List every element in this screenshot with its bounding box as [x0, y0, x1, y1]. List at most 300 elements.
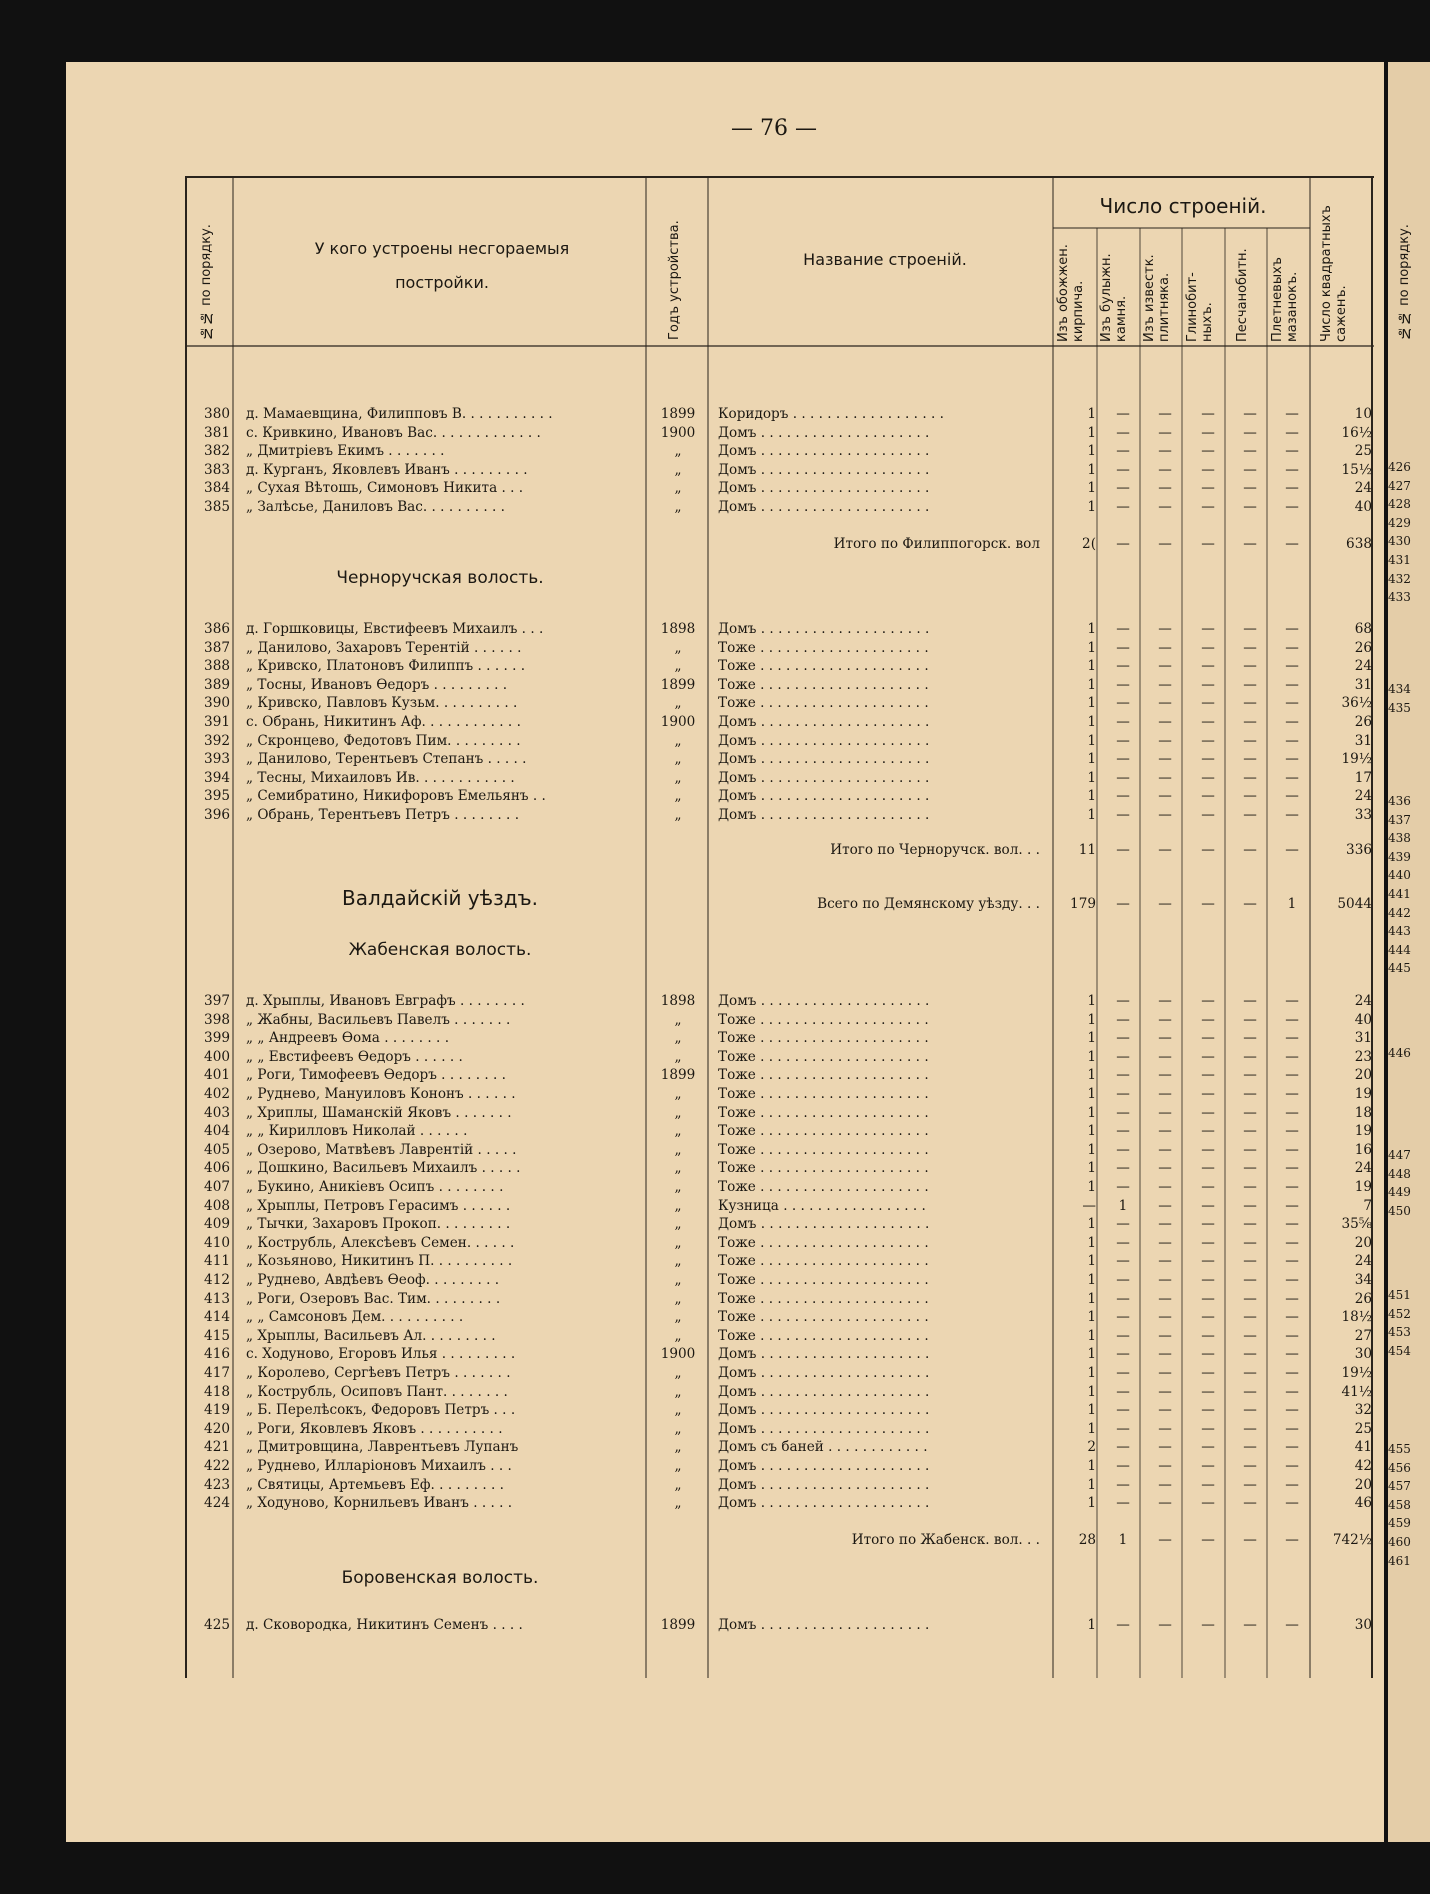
cell-count-stone: — — [1116, 1234, 1130, 1251]
cell-count-clay: — — [1201, 993, 1215, 1009]
cell-count-limestone: — — [1158, 424, 1172, 441]
cell-count-stone: — — [1116, 480, 1130, 497]
cell-count-stone: — — [1116, 1495, 1130, 1512]
cell-building-name: Домъ . . . . . . . . . . . . . . . . . . . . — [718, 807, 930, 823]
cell-count-sand: — — [1243, 1067, 1257, 1084]
cell-count-wattle: — — [1285, 769, 1299, 786]
cell-count-brick: 1 — [1087, 480, 1096, 497]
total-count-clay: — — [1201, 1532, 1215, 1548]
cell-square-sazhen: 40 — [1354, 1011, 1372, 1028]
header-col-s6: Плетневыхъ мазанокъ. — [1270, 257, 1300, 342]
cell-square-sazhen: 19½ — [1341, 1365, 1372, 1381]
cell-building-name: Домъ съ баней . . . . . . . . . . . . — [718, 1439, 928, 1456]
cell-count-sand: — — [1243, 1086, 1257, 1102]
cell-row-number: 394 — [204, 769, 230, 786]
cell-count-brick: 1 — [1087, 807, 1096, 823]
cell-year: „ — [674, 1234, 682, 1251]
cell-count-sand: — — [1243, 621, 1257, 637]
cell-square-sazhen: 20 — [1354, 1067, 1372, 1084]
cell-year: „ — [674, 480, 682, 497]
cell-square-sazhen: 36½ — [1341, 695, 1372, 712]
cell-count-stone: — — [1116, 732, 1130, 749]
next-page-row-number: 435 — [1388, 700, 1411, 715]
cell-count-clay: — — [1201, 499, 1215, 515]
next-page-row-number: 443 — [1388, 924, 1411, 939]
next-page-row-number: 449 — [1388, 1185, 1411, 1200]
cell-count-limestone: — — [1158, 714, 1172, 730]
cell-square-sazhen: 26 — [1354, 714, 1372, 730]
total-square-sazhen: 5044 — [1337, 896, 1372, 912]
cell-year: „ — [674, 1327, 682, 1344]
cell-count-sand: — — [1243, 993, 1257, 1009]
cell-count-brick: 1 — [1087, 499, 1096, 515]
cell-count-stone: — — [1116, 807, 1130, 823]
cell-building-name: Домъ . . . . . . . . . . . . . . . . . . . . — [718, 443, 930, 460]
total-count-brick: 2( — [1082, 536, 1096, 552]
cell-building-name: Тоже . . . . . . . . . . . . . . . . . . . . — [718, 1086, 929, 1102]
cell-count-limestone: — — [1158, 1458, 1172, 1474]
cell-row-number: 392 — [204, 732, 230, 749]
cell-count-limestone: — — [1158, 751, 1172, 768]
cell-count-stone: — — [1116, 1048, 1130, 1065]
cell-square-sazhen: 68 — [1354, 621, 1372, 637]
cell-count-clay: — — [1201, 1011, 1215, 1028]
section-valdai-uezd: Валдайскій уѣздъ. — [341, 886, 539, 910]
cell-building-name: Тоже . . . . . . . . . . . . . . . . . . . . — [718, 676, 929, 693]
cell-count-stone: — — [1116, 676, 1130, 693]
cell-count-clay: — — [1201, 1030, 1215, 1047]
cell-count-sand: — — [1243, 1495, 1257, 1512]
cell-count-brick: 1 — [1087, 1179, 1096, 1195]
header-col-s1: Изъ обожжен. кирпича. — [1056, 244, 1086, 342]
cell-row-number: 386 — [204, 621, 230, 637]
cell-square-sazhen: 31 — [1354, 676, 1372, 693]
cell-count-wattle: — — [1285, 1309, 1299, 1326]
cell-building-name: Коридоръ . . . . . . . . . . . . . . . . . . — [718, 406, 944, 422]
cell-building-name: Домъ . . . . . . . . . . . . . . . . . . . . — [718, 1495, 930, 1512]
cell-building-name: Тоже . . . . . . . . . . . . . . . . . . . . — [718, 1104, 929, 1121]
cell-count-brick: 1 — [1087, 1141, 1096, 1158]
cell-count-brick: 1 — [1087, 1160, 1096, 1177]
cell-count-clay: — — [1201, 1290, 1215, 1307]
cell-building-name: Домъ . . . . . . . . . . . . . . . . . . . . — [718, 424, 930, 441]
cell-count-stone: — — [1116, 1011, 1130, 1028]
cell-owner: „ Семибратино, Никифоровъ Емельянъ . . — [246, 788, 546, 805]
cell-count-stone: — — [1116, 461, 1130, 478]
cell-count-brick: — — [1082, 1197, 1096, 1214]
cell-count-wattle: — — [1285, 1067, 1299, 1084]
cell-year: „ — [674, 1011, 682, 1028]
cell-building-name: Кузница . . . . . . . . . . . . . . . . . — [718, 1197, 926, 1214]
cell-count-wattle: — — [1285, 1234, 1299, 1251]
cell-count-brick: 1 — [1087, 1030, 1096, 1047]
cell-count-brick: 1 — [1087, 1495, 1096, 1512]
cell-year: „ — [674, 461, 682, 478]
cell-count-stone: — — [1116, 714, 1130, 730]
cell-year: „ — [674, 1216, 682, 1233]
cell-count-wattle: — — [1285, 1104, 1299, 1121]
cell-count-brick: 1 — [1087, 1104, 1096, 1121]
cell-count-sand: — — [1243, 1327, 1257, 1344]
total-count-sand: — — [1243, 896, 1257, 912]
cell-row-number: 422 — [204, 1458, 230, 1474]
cell-count-wattle: — — [1285, 1048, 1299, 1065]
cell-owner: „ Б. Перелѣсокъ, Федоровъ Петръ . . . — [246, 1402, 516, 1419]
cell-count-brick: 1 — [1087, 406, 1096, 422]
cell-year: „ — [674, 769, 682, 786]
cell-count-sand: — — [1243, 1030, 1257, 1047]
cell-count-wattle: — — [1285, 1617, 1299, 1633]
total-square-sazhen: 336 — [1346, 842, 1372, 858]
cell-building-name: Домъ . . . . . . . . . . . . . . . . . . . . — [718, 480, 930, 497]
cell-row-number: 398 — [204, 1011, 230, 1028]
header-group-title: Число строеній. — [1099, 194, 1267, 218]
cell-count-brick: 1 — [1087, 1327, 1096, 1344]
cell-owner: „ Кривско, Платоновъ Филиппъ . . . . . . — [246, 658, 526, 675]
cell-square-sazhen: 35⅝ — [1341, 1216, 1372, 1233]
cell-square-sazhen: 32 — [1354, 1402, 1372, 1419]
cell-row-number: 395 — [204, 788, 230, 805]
cell-count-clay: — — [1201, 1179, 1215, 1195]
cell-row-number: 411 — [204, 1253, 230, 1270]
cell-row-number: 425 — [204, 1617, 230, 1633]
cell-building-name: Домъ . . . . . . . . . . . . . . . . . . . . — [718, 751, 930, 768]
cell-count-stone: — — [1116, 1402, 1130, 1419]
cell-count-sand: — — [1243, 1346, 1257, 1363]
cell-count-wattle: — — [1285, 1290, 1299, 1307]
cell-building-name: Тоже . . . . . . . . . . . . . . . . . . . . — [718, 1048, 929, 1065]
cell-square-sazhen: 24 — [1354, 788, 1372, 805]
cell-count-clay: — — [1201, 1160, 1215, 1177]
cell-building-name: Тоже . . . . . . . . . . . . . . . . . . . . — [718, 1309, 929, 1326]
cell-count-stone: — — [1116, 1309, 1130, 1326]
cell-count-stone: — — [1116, 993, 1130, 1009]
cell-square-sazhen: 24 — [1354, 658, 1372, 675]
page-number: — 76 — — [731, 116, 817, 141]
cell-count-limestone: — — [1158, 1420, 1172, 1437]
cell-owner: „ Хриплы, Шаманскій Яковъ . . . . . . . — [246, 1104, 512, 1121]
cell-building-name: Домъ . . . . . . . . . . . . . . . . . . . . — [718, 714, 930, 730]
next-page-row-number: 428 — [1388, 497, 1411, 512]
cell-building-name: Домъ . . . . . . . . . . . . . . . . . . . . — [718, 1365, 930, 1381]
cell-square-sazhen: 17 — [1354, 769, 1372, 786]
header-col-who: У кого устроены несгораемыя постройки. — [314, 239, 570, 292]
cell-count-brick: 1 — [1087, 993, 1096, 1009]
total-total-label: Итого по Филиппогорск. вол — [833, 536, 1040, 552]
cell-count-wattle: — — [1285, 1439, 1299, 1456]
cell-building-name: Тоже . . . . . . . . . . . . . . . . . . . . — [718, 1160, 929, 1177]
cell-count-brick: 1 — [1087, 1309, 1096, 1326]
cell-owner: „ Дмитровщина, Лаврентьевъ Лупанъ — [246, 1439, 519, 1456]
total-count-stone: — — [1116, 536, 1130, 552]
cell-count-clay: — — [1201, 676, 1215, 693]
cell-year: „ — [674, 1104, 682, 1121]
cell-count-brick: 1 — [1087, 1290, 1096, 1307]
cell-count-limestone: — — [1158, 769, 1172, 786]
total-total-label: Всего по Демянскому уѣзду. . . — [817, 896, 1040, 912]
next-page-row-number: 460 — [1388, 1535, 1411, 1549]
next-page-row-number: 444 — [1388, 942, 1411, 957]
cell-count-sand: — — [1243, 1253, 1257, 1270]
cell-count-clay: — — [1201, 461, 1215, 478]
cell-building-name: Домъ . . . . . . . . . . . . . . . . . . . . — [718, 1476, 930, 1493]
cell-count-stone: — — [1116, 621, 1130, 637]
cell-square-sazhen: 42 — [1354, 1458, 1372, 1474]
cell-owner: „ Королево, Сергѣевъ Петръ . . . . . . . — [246, 1365, 511, 1381]
next-page-row-number: 457 — [1388, 1479, 1411, 1494]
cell-row-number: 389 — [204, 676, 230, 693]
cell-building-name: Тоже . . . . . . . . . . . . . . . . . . . . — [718, 1067, 929, 1084]
cell-count-wattle: — — [1285, 1179, 1299, 1195]
cell-count-sand: — — [1243, 1439, 1257, 1456]
section-zhabenskaya: Жабенская волость. — [348, 940, 532, 960]
cell-count-wattle: — — [1285, 461, 1299, 478]
cell-owner: „ Кривско, Павловъ Кузьм. . . . . . . . . . — [246, 695, 518, 712]
cell-count-wattle: — — [1285, 1253, 1299, 1270]
cell-count-stone: — — [1116, 406, 1130, 422]
cell-count-wattle: — — [1285, 788, 1299, 805]
cell-building-name: Тоже . . . . . . . . . . . . . . . . . . . . — [718, 1272, 929, 1288]
cell-row-number: 400 — [204, 1048, 230, 1065]
cell-building-name: Домъ . . . . . . . . . . . . . . . . . . . . — [718, 1617, 930, 1633]
cell-row-number: 404 — [204, 1123, 230, 1140]
cell-square-sazhen: 19 — [1354, 1179, 1372, 1195]
cell-count-sand: — — [1243, 769, 1257, 786]
cell-count-stone: — — [1116, 1346, 1130, 1363]
cell-year: 1899 — [660, 406, 696, 422]
cell-owner: д. Горшковицы, Евстифеевъ Михаилъ . . . — [246, 621, 544, 637]
cell-count-stone: — — [1116, 1420, 1130, 1437]
total-count-limestone: — — [1158, 1532, 1172, 1548]
cell-count-limestone: — — [1158, 621, 1172, 637]
cell-count-sand: — — [1243, 1011, 1257, 1028]
cell-count-sand: — — [1243, 443, 1257, 460]
next-page-row-number: 459 — [1388, 1516, 1411, 1531]
cell-count-clay: — — [1201, 732, 1215, 749]
cell-count-wattle: — — [1285, 1086, 1299, 1102]
cell-row-number: 382 — [204, 443, 230, 460]
cell-owner: „ Хрыплы, Васильевъ Ал. . . . . . . . . — [246, 1327, 496, 1344]
next-page-row-number: 438 — [1388, 831, 1411, 846]
cell-count-clay: — — [1201, 1309, 1215, 1326]
cell-building-name: Домъ . . . . . . . . . . . . . . . . . . . . — [718, 1402, 930, 1419]
cell-count-clay: — — [1201, 1476, 1215, 1493]
cell-year: „ — [674, 1290, 682, 1307]
cell-row-number: 393 — [204, 751, 230, 768]
cell-square-sazhen: 18 — [1354, 1104, 1372, 1121]
cell-owner: „ Кострубль, Алексѣевъ Семен. . . . . . — [246, 1234, 515, 1251]
cell-count-stone: — — [1116, 1365, 1130, 1381]
cell-count-limestone: — — [1158, 499, 1172, 515]
cell-year: 1898 — [660, 621, 696, 637]
cell-count-stone: — — [1116, 1458, 1130, 1474]
cell-count-wattle: — — [1285, 1346, 1299, 1363]
cell-owner: с. Обрань, Никитинъ Аф. . . . . . . . . . . . — [246, 714, 521, 730]
cell-count-clay: — — [1201, 1104, 1215, 1121]
cell-row-number: 423 — [204, 1476, 230, 1493]
cell-building-name: Домъ . . . . . . . . . . . . . . . . . . . . — [718, 1458, 930, 1474]
cell-count-stone: — — [1116, 1476, 1130, 1493]
cell-count-stone: — — [1116, 788, 1130, 805]
cell-count-brick: 1 — [1087, 714, 1096, 730]
cell-count-brick: 1 — [1087, 769, 1096, 786]
next-page-row-number: 454 — [1388, 1343, 1411, 1358]
cell-count-clay: — — [1201, 1617, 1215, 1633]
cell-owner: „ Озерово, Матвѣевъ Лаврентій . . . . . — [246, 1141, 517, 1158]
cell-row-number: 410 — [204, 1234, 230, 1251]
cell-count-stone: — — [1116, 1383, 1130, 1400]
next-page-row-number: 447 — [1388, 1148, 1411, 1162]
header-col-sq: Число квадратныхъ саженъ. — [1319, 205, 1349, 342]
cell-count-sand: — — [1243, 676, 1257, 693]
section-borovenskaya: Боровенская волость. — [341, 1568, 539, 1588]
cell-count-brick: 1 — [1087, 1476, 1096, 1493]
cell-square-sazhen: 40 — [1354, 499, 1372, 515]
cell-year: „ — [674, 807, 682, 823]
cell-row-number: 416 — [204, 1346, 230, 1363]
cell-count-stone: — — [1116, 443, 1130, 460]
cell-year: „ — [674, 732, 682, 749]
cell-owner: „ Роги, Яковлевъ Яковъ . . . . . . . . . . — [246, 1420, 503, 1437]
cell-owner: „ Тесны, Михаиловъ Ив. . . . . . . . . . . . — [246, 769, 515, 786]
cell-year: 1900 — [660, 1346, 696, 1363]
cell-owner: д. Сковородка, Никитинъ Семенъ . . . . — [246, 1617, 523, 1633]
cell-year: „ — [674, 1383, 682, 1400]
cell-count-clay: — — [1201, 424, 1215, 441]
header-col-s4: Глинобит- ныхъ. — [1185, 272, 1215, 342]
cell-owner: „ Святицы, Артемьевъ Еф. . . . . . . . . — [246, 1476, 505, 1493]
cell-count-clay: — — [1201, 1197, 1215, 1214]
next-page-row-number: 455 — [1388, 1442, 1411, 1456]
cell-row-number: 384 — [204, 480, 230, 497]
cell-count-sand: — — [1243, 480, 1257, 497]
cell-count-brick: 1 — [1087, 424, 1096, 441]
cell-row-number: 403 — [204, 1104, 230, 1121]
cell-count-sand: — — [1243, 461, 1257, 478]
cell-count-wattle: — — [1285, 639, 1299, 656]
total-count-wattle: 1 — [1287, 896, 1297, 912]
next-page-row-number: 431 — [1388, 553, 1411, 567]
cell-count-clay: — — [1201, 658, 1215, 675]
cell-count-stone: — — [1116, 1104, 1130, 1121]
cell-count-sand: — — [1243, 1216, 1257, 1233]
cell-square-sazhen: 26 — [1354, 639, 1372, 656]
cell-count-brick: 1 — [1087, 1253, 1096, 1270]
cell-count-brick: 1 — [1087, 1365, 1096, 1381]
next-page-row-number: 433 — [1388, 590, 1411, 605]
cell-count-brick: 1 — [1087, 751, 1096, 768]
cell-count-brick: 1 — [1087, 1067, 1096, 1084]
header-col-year: Годъ устройства. — [667, 220, 682, 340]
total-count-sand: — — [1243, 536, 1257, 552]
cell-count-limestone: — — [1158, 788, 1172, 805]
cell-year: „ — [674, 1086, 682, 1102]
next-page-row-number: 452 — [1388, 1306, 1411, 1321]
cell-count-limestone: — — [1158, 1309, 1172, 1326]
cell-count-limestone: — — [1158, 1383, 1172, 1400]
cell-row-number: 390 — [204, 695, 230, 712]
cell-count-brick: 1 — [1087, 1216, 1096, 1233]
cell-building-name: Домъ . . . . . . . . . . . . . . . . . . . . — [718, 499, 930, 515]
cell-count-brick: 1 — [1087, 1458, 1096, 1474]
cell-count-limestone: — — [1158, 1197, 1172, 1214]
next-page-row-number: 448 — [1388, 1166, 1411, 1181]
cell-building-name: Домъ . . . . . . . . . . . . . . . . . . . . — [718, 1346, 930, 1363]
cell-year: „ — [674, 1123, 682, 1140]
cell-building-name: Домъ . . . . . . . . . . . . . . . . . . . . — [718, 1420, 930, 1437]
cell-square-sazhen: 27 — [1354, 1327, 1372, 1344]
cell-building-name: Тоже . . . . . . . . . . . . . . . . . . . . — [718, 1011, 929, 1028]
cell-row-number: 406 — [204, 1160, 230, 1177]
cell-count-stone: — — [1116, 1030, 1130, 1047]
cell-building-name: Домъ . . . . . . . . . . . . . . . . . . . . — [718, 769, 930, 786]
cell-count-wattle: — — [1285, 1216, 1299, 1233]
cell-count-limestone: — — [1158, 1253, 1172, 1270]
cell-count-sand: — — [1243, 807, 1257, 823]
cell-count-brick: 1 — [1087, 1617, 1096, 1633]
cell-owner: „ „ Андреевъ Ѳома . . . . . . . . — [246, 1030, 450, 1047]
cell-count-limestone: — — [1158, 1104, 1172, 1121]
cell-count-limestone: — — [1158, 1402, 1172, 1419]
cell-row-number: 417 — [204, 1365, 230, 1381]
cell-year: „ — [674, 1439, 682, 1456]
cell-count-limestone: — — [1158, 1030, 1172, 1047]
cell-square-sazhen: 19½ — [1341, 751, 1372, 768]
cell-count-stone: — — [1116, 769, 1130, 786]
cell-row-number: 385 — [204, 499, 230, 515]
cell-count-wattle: — — [1285, 1365, 1299, 1381]
cell-count-sand: — — [1243, 695, 1257, 712]
cell-count-wattle: — — [1285, 443, 1299, 460]
cell-count-stone: — — [1116, 1439, 1130, 1456]
cell-year: 1900 — [660, 714, 696, 730]
cell-owner: „ „ Евстифеевъ Ѳедоръ . . . . . . — [246, 1048, 463, 1065]
cell-building-name: Домъ . . . . . . . . . . . . . . . . . . . . — [718, 621, 930, 637]
cell-count-sand: — — [1243, 658, 1257, 675]
cell-owner: с. Ходуново, Егоровъ Илья . . . . . . . . . — [246, 1346, 516, 1363]
cell-building-name: Тоже . . . . . . . . . . . . . . . . . . . . — [718, 639, 929, 656]
next-page-row-number: 461 — [1388, 1553, 1411, 1568]
cell-building-name: Домъ . . . . . . . . . . . . . . . . . . . . — [718, 1216, 930, 1233]
next-page-row-number: 456 — [1388, 1460, 1411, 1475]
total-count-sand: — — [1243, 842, 1257, 858]
cell-count-stone: — — [1116, 1179, 1130, 1195]
cell-square-sazhen: 31 — [1354, 1030, 1372, 1047]
next-page-row-number: 439 — [1388, 849, 1411, 864]
cell-count-brick: 1 — [1087, 732, 1096, 749]
cell-count-wattle: — — [1285, 732, 1299, 749]
cell-count-stone: — — [1116, 1290, 1130, 1307]
cell-year: „ — [674, 1458, 682, 1474]
cell-count-wattle: — — [1285, 1141, 1299, 1158]
cell-row-number: 424 — [204, 1495, 230, 1512]
cell-square-sazhen: 26 — [1354, 1290, 1372, 1307]
cell-count-clay: — — [1201, 1067, 1215, 1084]
total-count-brick: 11 — [1078, 842, 1096, 858]
cell-count-limestone: — — [1158, 1123, 1172, 1140]
cell-row-number: 391 — [204, 714, 230, 730]
cell-count-sand: — — [1243, 1383, 1257, 1400]
cell-count-stone: — — [1116, 695, 1130, 712]
cell-square-sazhen: 15½ — [1341, 461, 1372, 478]
cell-row-number: 397 — [204, 993, 230, 1009]
cell-square-sazhen: 31 — [1354, 732, 1372, 749]
cell-building-name: Тоже . . . . . . . . . . . . . . . . . . . . — [718, 1141, 929, 1158]
cell-count-wattle: — — [1285, 1383, 1299, 1400]
cell-owner: „ Роги, Тимофеевъ Ѳедоръ . . . . . . . . — [246, 1067, 506, 1084]
cell-count-limestone: — — [1158, 676, 1172, 693]
next-page-row-number: 442 — [1388, 905, 1411, 920]
